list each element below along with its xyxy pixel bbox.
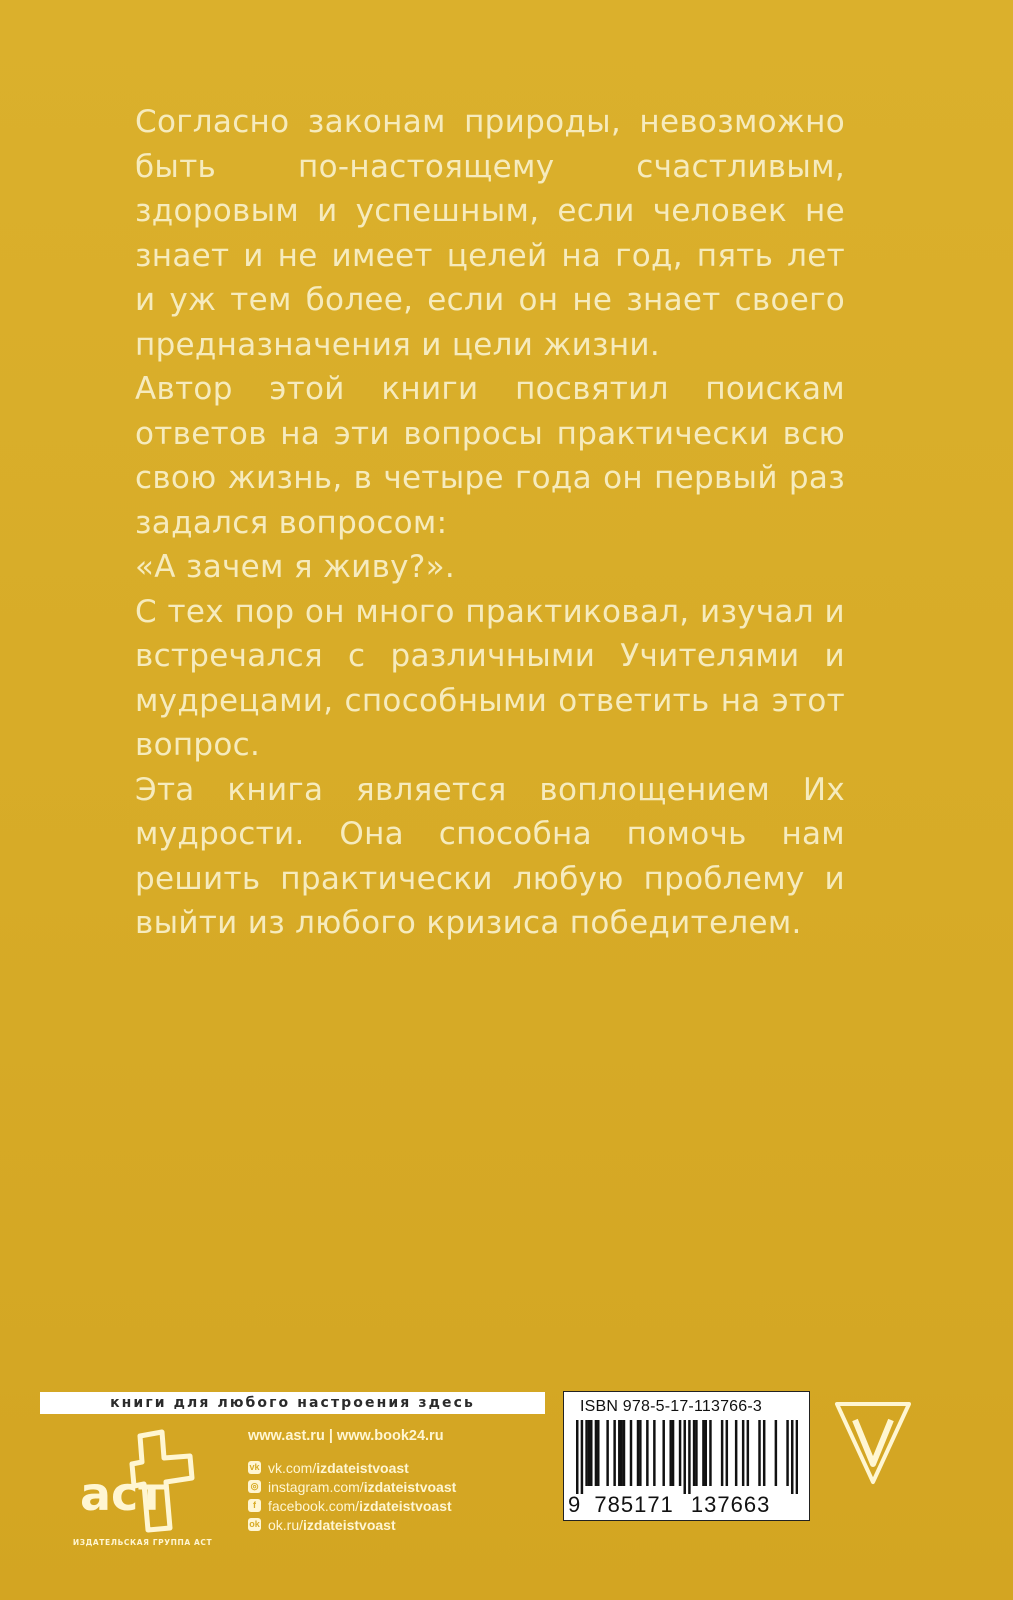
barcode-bar bbox=[595, 1420, 597, 1486]
ast-logo-icon bbox=[78, 1428, 208, 1533]
social-link-3[interactable] bbox=[248, 1515, 548, 1534]
barcode-bar bbox=[620, 1420, 622, 1486]
barcode-bar bbox=[709, 1420, 711, 1486]
logo-caption: ИЗДАТЕЛЬСКАЯ ГРУППА АСТ bbox=[72, 1538, 213, 1547]
social-link-1[interactable] bbox=[248, 1477, 548, 1496]
barcode-bar bbox=[702, 1420, 704, 1486]
barcode-bar bbox=[747, 1420, 749, 1486]
barcode-bar bbox=[672, 1420, 674, 1486]
blurb-quote: «А зачем я живу?». bbox=[135, 549, 456, 585]
barcode-bar bbox=[588, 1420, 590, 1486]
barcode-bar bbox=[581, 1420, 583, 1494]
barcode-bar bbox=[597, 1420, 599, 1486]
barcode-bar bbox=[796, 1420, 798, 1494]
barcode-bar bbox=[705, 1420, 707, 1486]
blurb-paragraph-2: Автор этой книги посвятил поискам ответов на эти вопросы практически всю свою жизнь, в четыре года он первый раз задался вопросом: bbox=[135, 371, 845, 541]
barcode-bar bbox=[662, 1420, 664, 1486]
barcode-bars bbox=[576, 1420, 798, 1494]
social-link-handle: izdateistvoast bbox=[363, 1478, 457, 1495]
barcode-bar bbox=[735, 1420, 737, 1486]
instagram-icon: ◎ bbox=[248, 1480, 261, 1493]
vk-icon: vk bbox=[249, 1462, 260, 1472]
barcode-bar bbox=[639, 1420, 641, 1486]
barcode-bar bbox=[613, 1420, 615, 1486]
publisher-tagline: книги для любого настроения здесь bbox=[40, 1392, 545, 1414]
barcode-bar bbox=[693, 1420, 695, 1486]
barcode-bar bbox=[679, 1420, 681, 1486]
blurb-paragraph-4: Эта книга является воплощением Их мудрости. Она способна помочь нам решить практически любую проблему и выйти из любого кризиса победителем. bbox=[135, 771, 845, 941]
ean-left-group: 785171 bbox=[594, 1492, 674, 1517]
ean-number bbox=[568, 1492, 770, 1518]
social-link-prefix: instagram.com/ bbox=[268, 1478, 364, 1495]
social-link-prefix: vk.com/ bbox=[268, 1459, 317, 1476]
social-link-handle: izdateistvoast bbox=[359, 1497, 452, 1514]
barcode-bar bbox=[683, 1420, 685, 1494]
social-link-prefix: ok.ru/ bbox=[268, 1516, 304, 1533]
barcode-bar bbox=[775, 1420, 777, 1486]
ean-first-digit: 9 bbox=[568, 1492, 582, 1517]
barcode-bar bbox=[786, 1420, 788, 1486]
logo-wordmark: аст bbox=[80, 1467, 165, 1521]
odnoklassniki-icon: ok bbox=[249, 1519, 260, 1529]
blurb-paragraph-1: Согласно законам природы, невозможно быть по-настоящему счастливым, здоровым и успешным, если человек не знает и не имеет целей на год, пять лет и уж тем более, если он не знает своего предназначения и цели жизни. bbox=[135, 104, 845, 363]
barcode-bar bbox=[630, 1420, 632, 1486]
barcode-bar bbox=[646, 1420, 648, 1486]
barcode-bar bbox=[637, 1420, 639, 1486]
websites-line[interactable]: www.ast.ru | www.book24.ru bbox=[248, 1428, 444, 1444]
barcode-bar bbox=[758, 1420, 760, 1486]
v-triangle-icon bbox=[833, 1398, 913, 1486]
blurb-paragraph-3: С тех пор он много практиковал, изучал и встречался с различными Учителями и мудрецами, способными ответить на этот вопрос. bbox=[135, 593, 845, 763]
barcode-bar bbox=[791, 1420, 793, 1494]
ean-right-group: 137663 bbox=[690, 1492, 771, 1517]
blurb-text bbox=[135, 100, 845, 946]
barcode-bar bbox=[726, 1420, 728, 1486]
barcode-bar bbox=[763, 1420, 765, 1486]
barcode-bar bbox=[653, 1420, 655, 1486]
barcode-bar bbox=[606, 1420, 608, 1486]
barcode-bar bbox=[695, 1420, 697, 1486]
social-link-0[interactable] bbox=[248, 1458, 548, 1477]
barcode-bar bbox=[590, 1420, 592, 1486]
barcode-bar bbox=[576, 1420, 578, 1494]
barcode-bar bbox=[688, 1420, 690, 1494]
barcode-bar bbox=[721, 1420, 723, 1486]
facebook-icon: f bbox=[248, 1499, 261, 1512]
barcode-bar bbox=[669, 1420, 671, 1486]
barcode-bar bbox=[618, 1420, 620, 1486]
publisher-links bbox=[248, 1428, 548, 1534]
social-link-handle: izdateistvoast bbox=[303, 1516, 396, 1533]
social-link-2[interactable] bbox=[248, 1496, 548, 1515]
barcode-bar bbox=[623, 1420, 625, 1486]
barcode-bar bbox=[742, 1420, 744, 1486]
social-link-prefix: facebook.com/ bbox=[268, 1497, 360, 1514]
isbn-label: ISBN 978-5-17-113766-3 bbox=[580, 1398, 762, 1415]
social-links bbox=[248, 1458, 548, 1534]
barcode-box bbox=[563, 1391, 810, 1521]
social-link-handle: izdateistvoast bbox=[316, 1459, 409, 1476]
barcode-bar bbox=[585, 1420, 587, 1486]
